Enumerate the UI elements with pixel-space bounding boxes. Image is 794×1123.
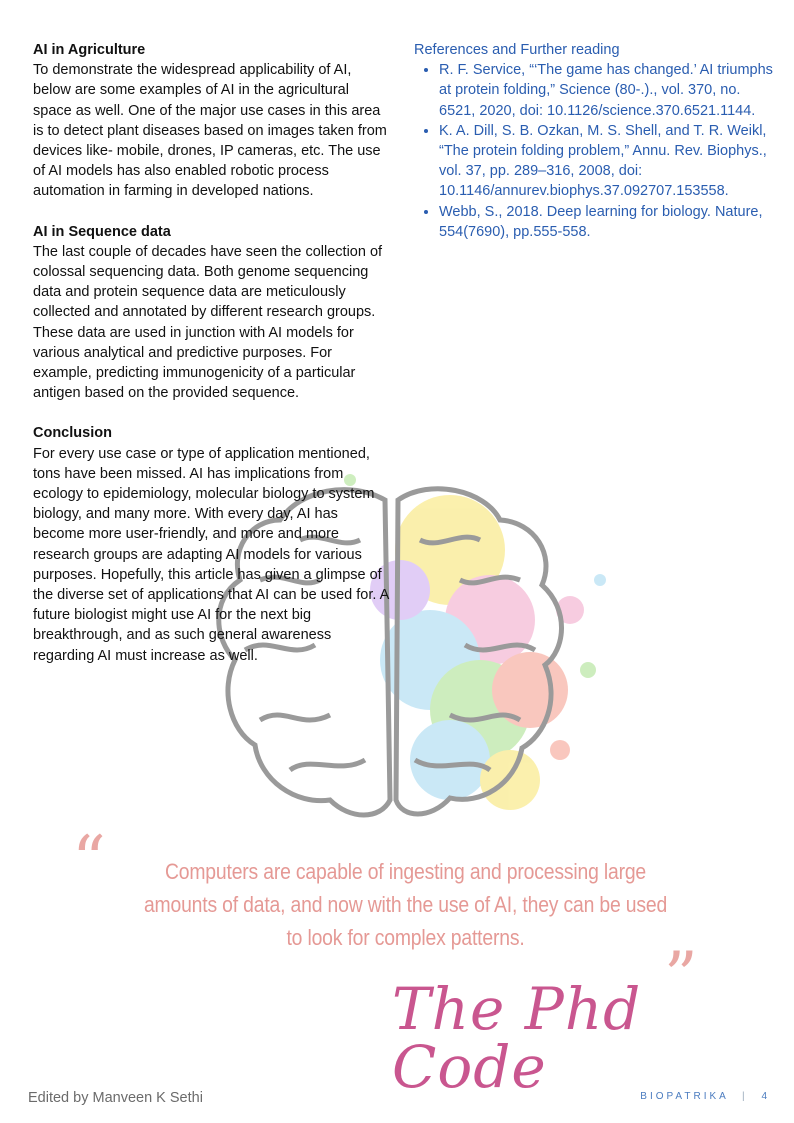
section-sequence-data — [33, 222, 391, 404]
open-quote-icon: “ — [72, 822, 106, 899]
editor-credit: Edited by Manveen K Sethi — [28, 1090, 203, 1106]
reference-item: • R. F. Service, “‘The game has changed.’ AI triumphs at protein folding,” Science (80-.)., vol. 370, no. 6521, 2020, doi: 10.1126/science.370.6521.1144. — [439, 60, 774, 121]
section-body: The last couple of decades have seen the collection of colossal sequencing data. Both genome sequencing data and protein sequence data are meticulously collected and annotated by different research groups. These data are used in junction with AI models for various analytical and predictive purposes. For example, predicting immunogenicity of a particular antigen based on the provided sequence. — [33, 243, 383, 402]
page-footer — [640, 1091, 770, 1102]
close-quote-icon: ” — [664, 938, 698, 1015]
section-body: For every use case or type of application mentioned, tons have been missed. AI has implications from ecology to epidemiology, molecular biology to system biology, and many more. With every day, AI has become more user-friendly, and more and more research groups are adapting AI models for various purposes. Hopefully, this article has given a glimpse of the diverse set of applications that AI can be used for. A future biologist might use AI for the next big breakthrough, and as such general awareness regarding AI must increase as well. — [33, 445, 389, 664]
brand-logo: The Phd Code — [392, 975, 642, 1101]
section-conclusion — [33, 423, 391, 665]
section-body: To demonstrate the widespread applicability of AI, below are some examples of AI in the agricultural space as well. One of the major use cases in this area is to detect plant diseases based on images taken from devices like- mobile, drones, IP cameras, etc. The use of AI models has also enabled robotic process automation in farming in developed nations. — [33, 62, 387, 200]
pull-quote: Computers are capable of ingesting and processing large amounts of data, and now with the use of AI, they can be used to look for complex patterns. — [143, 859, 668, 950]
references-heading: References and Further reading — [414, 42, 620, 58]
footer-separator: | — [742, 1091, 748, 1102]
section-heading: AI in Agriculture — [33, 42, 146, 58]
references-panel — [414, 40, 774, 242]
page-number: 4 — [761, 1091, 770, 1102]
section-heading: AI in Sequence data — [33, 223, 171, 240]
reference-item: • Webb, S., 2018. Deep learning for biology. Nature, 554(7690), pp.555-558. — [439, 202, 774, 242]
section-heading: Conclusion — [33, 425, 112, 442]
reference-item: • K. A. Dill, S. B. Ozkan, M. S. Shell, and T. R. Weikl, “The protein folding problem,” Annu. Rev. Biophys., vol. 37, pp. 289–316, 2008, doi: 10.1146/annurev.biophys.37.092707.153558. — [439, 121, 774, 202]
section-agriculture — [33, 40, 391, 202]
main-article — [33, 40, 391, 686]
publication-name: BIOPATRIKA — [640, 1091, 729, 1102]
references-list — [414, 60, 774, 242]
